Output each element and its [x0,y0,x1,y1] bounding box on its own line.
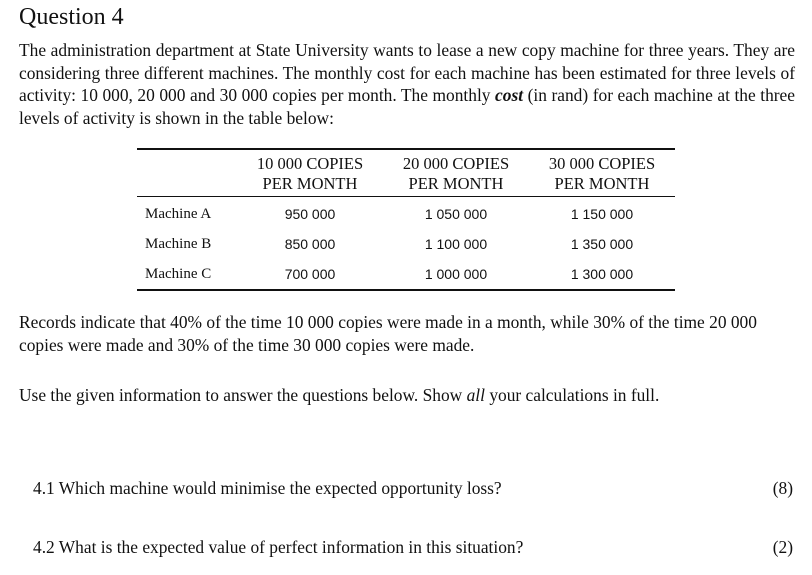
cell-value: 950 000 [284,206,336,222]
question-text: 4.1 Which machine would minimise the expected opportunity loss? [33,478,502,498]
cell-value: 1 150 000 [570,206,634,222]
table-header-row [137,149,675,197]
question-4-1 [33,478,793,499]
question-marks: (2) [772,537,793,557]
intro-cost-word: cost [495,85,524,105]
cell-value: 850 000 [284,236,336,252]
cell-value: 1 000 000 [383,259,529,290]
cell-value: 700 000 [237,259,383,290]
cost-table [137,148,675,291]
question-4-2 [33,537,793,558]
records-paragraph: Records indicate that 40% of the time 10 000 copies were made in a month, while 30% of the time 20 000 copies were made and 30% of the time 30 000 copies were made. [19,312,757,355]
header-30000: 30 000 COPIES PER MONTH [529,149,675,197]
table-row-machine-c [137,259,675,290]
instructions-paragraph [19,384,795,407]
question-marks: (8) [772,478,793,498]
cell-value: 1 350 000 [570,236,634,252]
row-label: Machine C [137,259,237,290]
cell-value: 1 050 000 [424,206,488,222]
table-row-machine-a [137,197,675,230]
cell-value: 1 300 000 [529,259,675,290]
cell-value: 1 100 000 [424,236,488,252]
row-label: Machine A [145,205,212,222]
instructions-emphasis: all [466,385,485,405]
header-empty-cell [137,149,237,197]
question-text: 4.2 What is the expected value of perfect information in this situation? [33,537,524,557]
row-label: Machine B [145,235,212,252]
intro-text-start: The administration department at State University wants to lease a new copy machine for three years. They are considering three different machines. The monthly cost for each machine has been estimated for three levels of activity: 10 000, 20 000 and 30 000 copies per month. The monthly [19,40,795,105]
intro-paragraph [19,39,795,129]
instructions-start: Use the given information to answer the questions below. Show [19,385,463,405]
header-10000: 10 000 COPIES PER MONTH [237,149,383,197]
header-20000: 20 000 COPIES PER MONTH [383,149,529,197]
instructions-end: your calculations in full. [489,385,660,405]
question-heading: Question 4 [19,4,124,30]
intro-text-end: (in rand) for each machine at the three levels of activity is shown in the table below: [19,85,795,128]
table-row-machine-b [137,229,675,259]
